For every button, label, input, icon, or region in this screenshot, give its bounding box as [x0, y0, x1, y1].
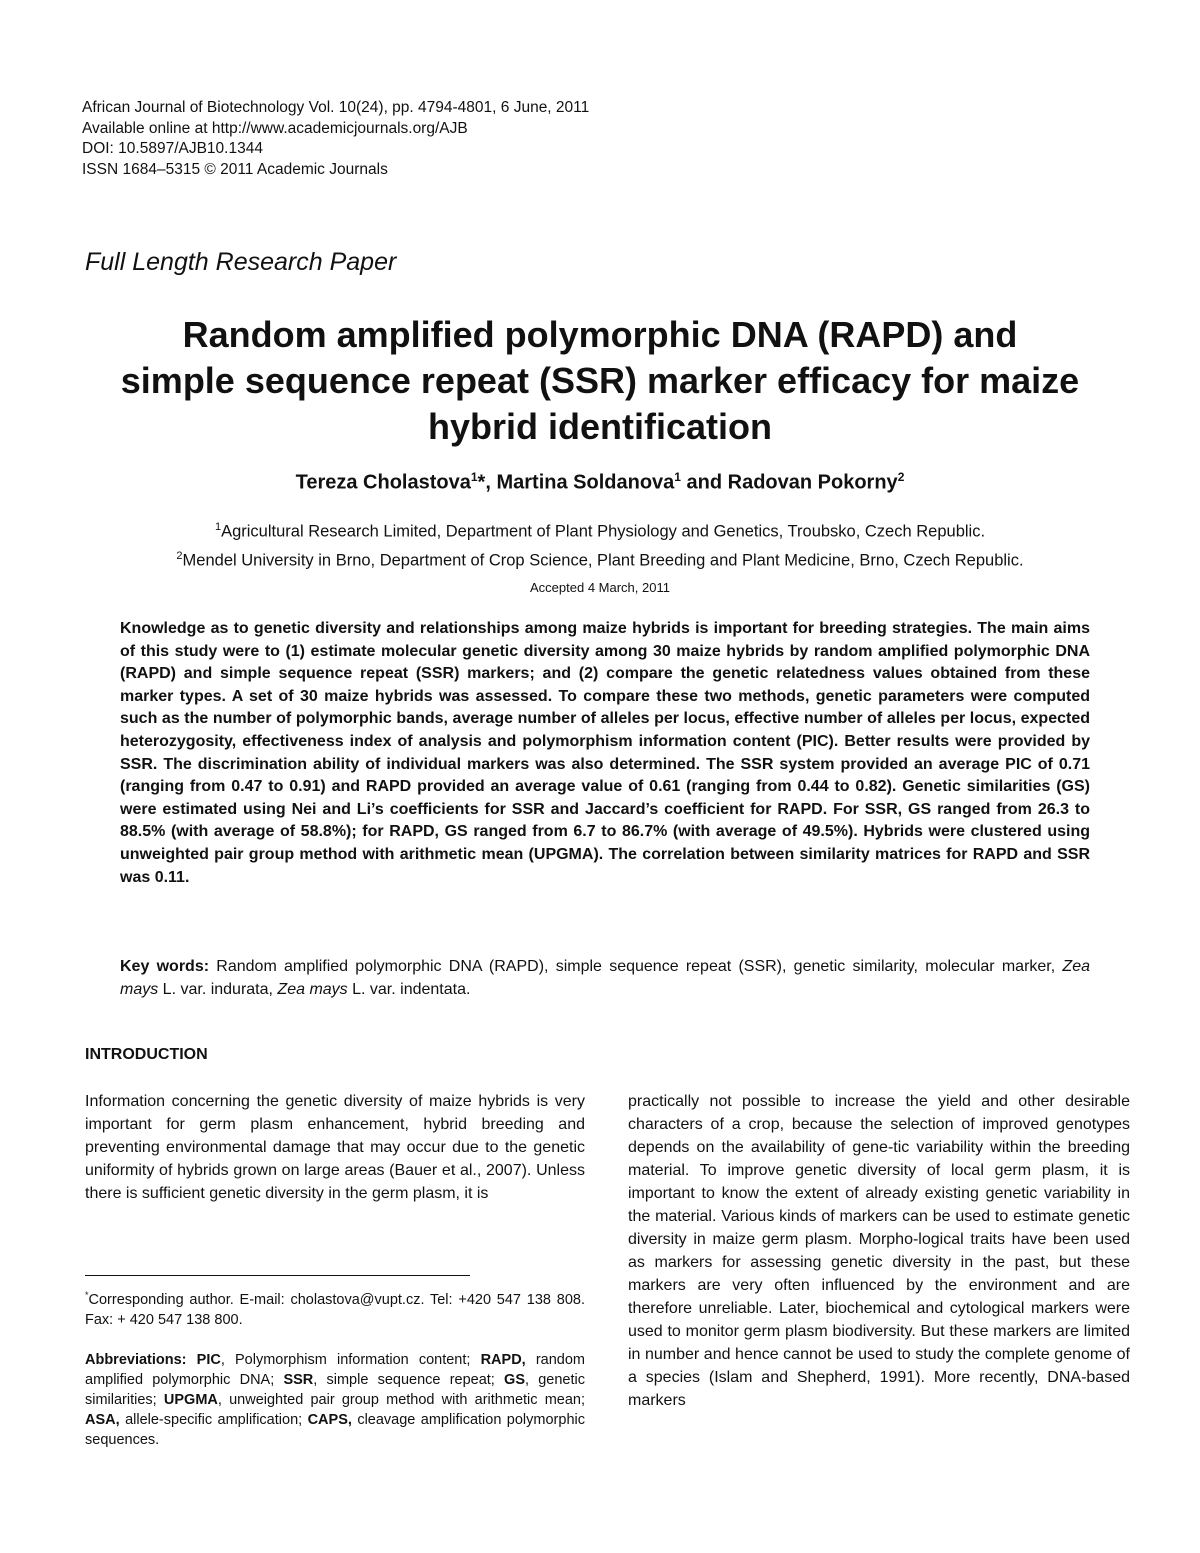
- affiliation-2: $^2$Mendel University in Brno, Department of Crop Science, Plant Breeding and Plant Medicine, Brno, Czech Republic.: [176, 549, 1024, 569]
- paper-type: Full Length Research Paper: [85, 248, 397, 276]
- author-list: [60, 470, 1140, 495]
- online-availability: Available online at http://www.academicjournals.org/AJB: [82, 119, 468, 137]
- keywords: Key words: Random amplified polymorphic DNA (RAPD), simple sequence repeat (SSR), genetic similarity, molecular marker, Zea mays L. var. indurata, Zea mays L. var. indentata.: [120, 958, 1090, 998]
- title-line-1: Random amplified polymorphic DNA (RAPD) and: [182, 314, 1018, 355]
- affiliation-1: $^1$Agricultural Research Limited, Department of Plant Physiology and Genetics, Troubsko, Czech Republic.: [214, 521, 986, 541]
- author-separator: and: [680, 471, 728, 494]
- accepted-date: Accepted 4 March, 2011: [530, 580, 670, 595]
- abbreviations: Abbreviations: PIC, Polymorphism information content; RAPD, random amplified polymorphic DNA; SSR, simple sequence repeat; GS, genetic similarities; UPGMA, unweighted pair group method with arithmetic mean; ASA, allele-specific amplification; CAPS, cleavage amplification polymorphic sequences.: [85, 1352, 586, 1448]
- abstract: Knowledge as to genetic diversity and relationships among maize hybrids is important for breeding strategies. The main aims of this study were to (1) estimate molecular genetic diversity among 30 maize hybrids by random amplified polymorphic DNA (RAPD) and simple sequence repeat (SSR) markers; and (2) compare the genetic relatedness values obtained from these marker types. A set of 30 maize hybrids was assessed. To compare these two methods, genetic parameters were computed such as the number of polymorphic bands, average number of alleles per locus, effective number of alleles per locus, expected heterozygosity, effectiveness index of analysis and polymorphism information content (PIC). Better results were provided by SSR. The discrimination ability of individual markers was also determined. The SSR system provided an average PIC of 0.71 (ranging from 0.47 to 0.91) and RAPD provided an average value of 0.61 (ranging from 0.44 to 0.82). Genetic similarities (GS) were estimated using Nei and Li’s coefficients for SSR and Jaccard’s coefficient for RAPD. For SSR, GS ranged from 26.3 to 88.5% (with average of 58.8%); for RAPD, GS ranged from 6.7 to 86.7% (with average of 49.5%). Hybrids were clustered using unweighted pair group method with arithmetic mean (UPGMA). The correlation between similarity matrices for RAPD and SSR was 0.11.: [120, 620, 1090, 886]
- title-line-3: hybrid identification: [427, 406, 772, 447]
- author-1-affil: 1: [470, 470, 478, 484]
- author-separator: ,: [485, 471, 497, 494]
- journal-header: [82, 98, 589, 180]
- corresponding-mark: *: [477, 471, 486, 494]
- paper-title: [60, 312, 1140, 450]
- affiliations: [60, 515, 1140, 572]
- title-line-2: simple sequence repeat (SSR) marker efficacy for maize: [120, 360, 1080, 401]
- footnote-divider: [85, 1275, 470, 1276]
- doi: DOI: 10.5897/AJB10.1344: [82, 140, 263, 157]
- author-2: Martina Soldanova: [496, 471, 675, 494]
- author-3-affil: 2: [897, 470, 905, 484]
- species-name: Zea mays: [277, 980, 348, 998]
- journal-citation: African Journal of Biotechnology Vol. 10(24), pp. 4794-4801, 6 June, 2011: [82, 99, 590, 116]
- species-name: Zea mays: [120, 958, 1090, 998]
- corresponding-author-footnote: *Corresponding author. E-mail: cholastova@vupt.cz. Tel: +420 547 138 808. Fax: + 420 547 138 800.: [85, 1290, 585, 1328]
- keywords-label: Key words:: [120, 958, 210, 975]
- intro-left-column: Information concerning the genetic diversity of maize hybrids is very important for germ plasm enhancement, hybrid breeding and preventing environmental damage that may occur due to the genetic uniformity of hybrids grown on large areas (Bauer et al., 2007). Unless there is sufficient genetic diversity in the germ plasm, it is: [85, 1093, 585, 1202]
- section-heading-introduction: INTRODUCTION: [85, 1046, 208, 1063]
- issn: ISSN 1684–5315 © 2011 Academic Journals: [82, 160, 388, 178]
- intro-right-column: practically not possible to increase the yield and other desirable characters of a crop, because the selection of improved genotypes depends on the availability of gene-tic variability within the breeding material. To improve genetic diversity of local germ plasm, it is important to know the extent of already existing genetic variability in the material. Various kinds of markers can be used to estimate genetic diversity in maize germ plasm. Morpho-logical traits have been used as markers for assessing genetic diversity in the past, but these markers are very often influenced by the environment and are therefore unreliable. Later, biochemical and cytological markers were used to monitor germ plasm biodiversity. But these markers are limited in number and hence cannot be used to study the complete genome of a species (Islam and Shepherd, 1991). More recently, DNA-based markers: [628, 1093, 1130, 1409]
- author-3: Radovan Pokorny: [727, 471, 898, 494]
- author-2-affil: 1: [674, 470, 681, 484]
- author-1: Tereza Cholastova: [295, 471, 471, 494]
